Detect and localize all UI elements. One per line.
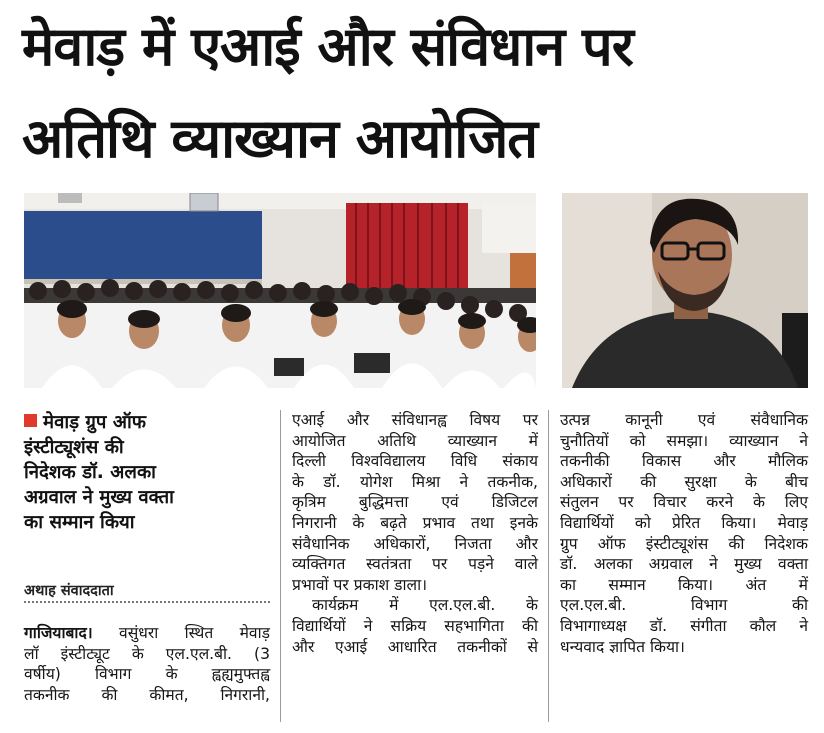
column-2 [292, 410, 538, 657]
red-square-icon [24, 414, 37, 427]
body-line: और एआई आधारित तकनीकों से [292, 637, 538, 656]
body-line: के डॉ. योगेश मिश्रा ने तकनीक, [292, 472, 538, 491]
body-line: उत्पन्न कानूनी एवं संवैधानिक [560, 411, 808, 429]
body-line: कार्यक्रम में एल.एल.बी. के [312, 596, 538, 615]
classroom-photo [24, 193, 536, 388]
body-line: गाजियाबाद। वसुंधरा स्थित मेवाड़ [24, 624, 270, 642]
subheadline-line: इंस्टीट्यूशंस की [24, 437, 124, 458]
column-3 [560, 410, 808, 657]
body-line: धन्यवाद ज्ञापित किया। [560, 637, 685, 656]
body-line: व्यक्तिगत स्वतंत्रता पर पड़ने वाले [292, 555, 538, 574]
body-line: दिल्ली विश्वविद्यालय विधि संकाय [292, 452, 538, 471]
subheadline-line: निदेशक डॉ. अलका [24, 462, 156, 483]
column-1 [24, 410, 270, 535]
body-line: तकनीकी विकास और मौलिक [560, 452, 808, 471]
body-line: कृत्रिम बुद्धिमत्ता एवं डिजिटल [292, 493, 538, 512]
subheadline-line: का सम्मान किया [24, 512, 135, 533]
body-line: विद्यार्थियों को प्रेरित किया। मेवाड़ [560, 513, 808, 532]
body-line: चुनौतियों को समझा। व्याख्यान ने [560, 431, 808, 450]
body-line: प्रभावों पर प्रकाश डाला। [292, 575, 428, 594]
body-line: एआई और संविधानह्व विषय पर [292, 411, 538, 429]
body-line: संवैधानिक अधिकारों, निजता और [292, 534, 538, 553]
body-line: तकनीक की कीमत, निगरानी, [24, 685, 270, 704]
body-line: ग्रुप ऑफ इंस्टीट्यूशंस की निदेशक [560, 534, 808, 553]
body-line: अधिकारों की सुरक्षा के बीच [560, 472, 808, 491]
body-line: विद्यार्थियों ने सक्रिय सहभागिता की [292, 616, 538, 635]
body-line: एल.एल.बी. विभाग की [560, 596, 808, 615]
byline: अथाह संवाददाता [24, 583, 114, 599]
column-1-body [24, 623, 270, 705]
headline-line-1: मेवाड़ में एआई और संविधान पर [22, 15, 633, 78]
column-divider [280, 410, 281, 722]
dateline: गाजियाबाद। [24, 624, 93, 642]
column-divider [548, 410, 549, 722]
classroom-photo-graphic [24, 193, 536, 388]
body-line: वर्षीय) विभाग के ह्वह्यमुफ्तह्व [24, 665, 270, 684]
body-line: आयोजित अतिथि व्याख्यान में [292, 431, 538, 450]
body-line: संतुलन पर विचार करने के लिए [560, 493, 808, 512]
body-line: का सम्मान किया। अंत में [560, 575, 808, 594]
body-line: डॉ. अलका अग्रवाल ने मुख्य वक्ता [560, 555, 808, 574]
byline-divider [24, 601, 270, 603]
speaker-photo [562, 193, 808, 388]
subheadline-line: मेवाड़ ग्रुप ऑफ [24, 410, 270, 435]
headline-line-2: अतिथि व्याख्यान आयोजित [22, 107, 538, 170]
speaker-photo-graphic [562, 193, 808, 388]
subheadline [24, 410, 270, 535]
body-line: लॉ इंस्टीट्यूट के एल.एल.बी. (3 [24, 644, 270, 663]
body-line: विभागाध्यक्ष डॉ. संगीता कौल ने [560, 616, 808, 635]
subheadline-line: अग्रवाल ने मुख्य वक्ता [24, 487, 174, 508]
body-line: निगरानी के बढ़ते प्रभाव तथा इनके [292, 513, 538, 532]
